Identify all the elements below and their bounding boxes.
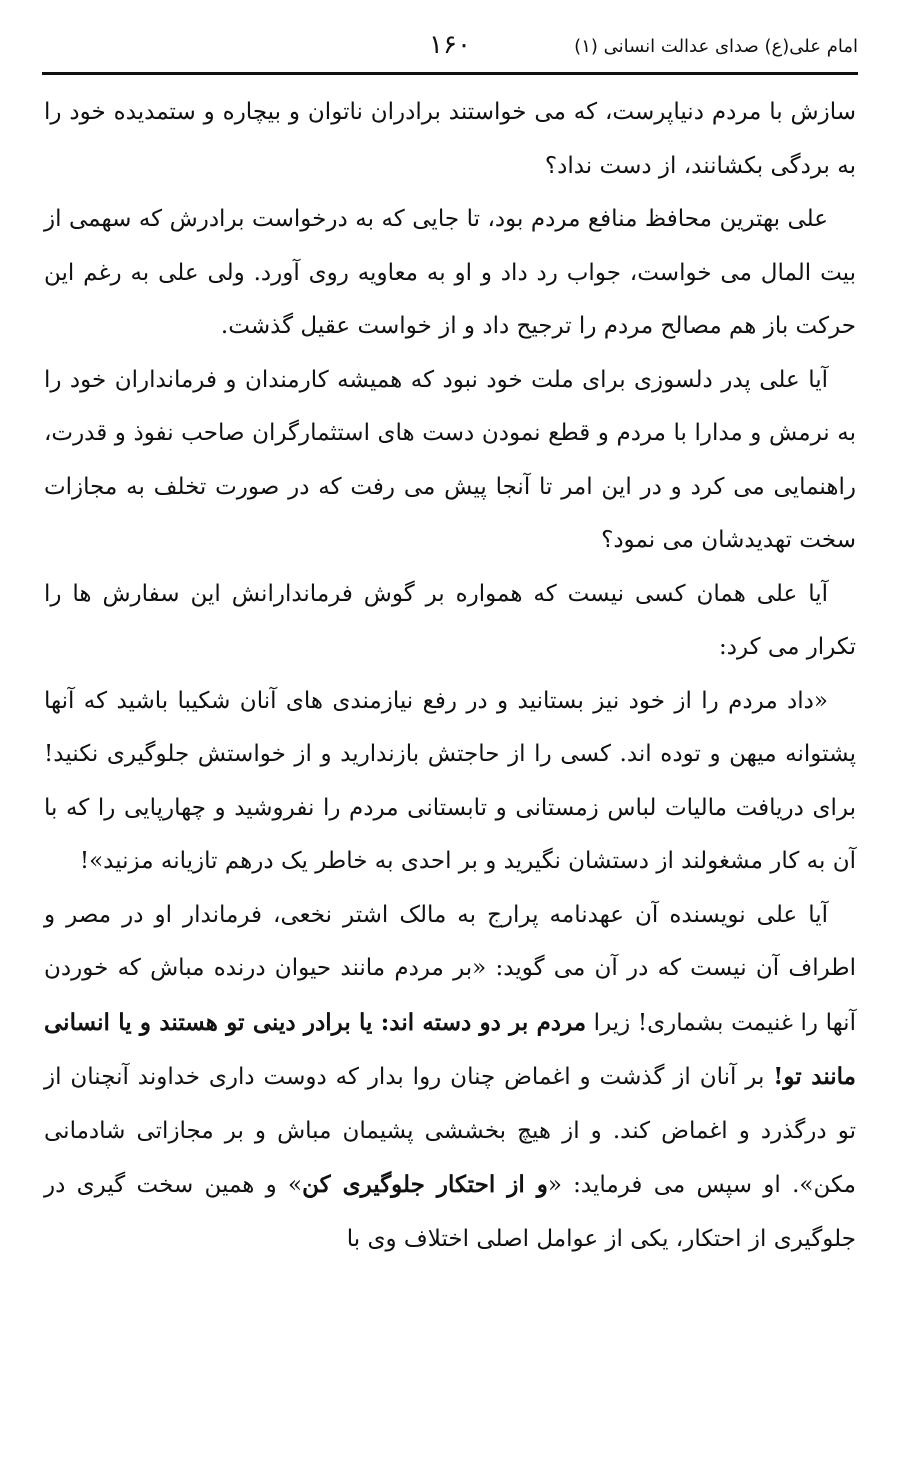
header-divider (42, 72, 858, 75)
page-body (44, 86, 856, 1266)
paragraph-6-text-a: آیا علی نویسنده آن عهدنامه پرارج به مالک اشتر نخعی، فرماندار او در مصر و اطراف آن نیست که در آن می گوید: «بر مردم مانند حیوان درنده مباش که خوردن آنها را غنیمت بشماری! زیرا (44, 901, 856, 1036)
paragraph-6-text-b: بر آنان از گذشت و اغماض چنان روا بدار که دوست داری خداوند آنچنان از تو درگذرد و اغماض کند. و از هیچ بخششی پشیمان مباش و بر مجازاتی شادمانی مکن». او سپس می فرماید: « (44, 1064, 856, 1198)
paragraph-6 (44, 889, 856, 1267)
quote-paragraph: «داد مردم را از خود نیز بستانید و در رفع نیازمندی های آنان شکیبا باشید که آنها پشتوانه میهن و توده اند. کسی را از حاجتش بازندارید و از خواستش جلوگیری نکنید! برای دریافت مالیات لباس زمستانی و تابستانی مردم را نفروشید و چهارپایی را که با آن به کار مشغولند از دستشان نگیرید و بر احدی به خاطر یک درهم تازیانه مزنید»! (44, 687, 856, 874)
paragraph-1: سازش با مردم دنیاپرست، که می خواستند برادران ناتوان و بیچاره و ستمدیده خود را به بردگی بکشانند، از دست نداد؟ (44, 99, 856, 179)
page-number: ۱۶۰ (429, 30, 471, 60)
running-header (42, 28, 858, 70)
paragraph-3: آیا علی پدر دلسوزی برای ملت خود نبود که همیشه کارمندان و فرمانداران خود را به نرمش و مدارا با مردم و قطع نمودن دست های استثمارگران صاحب نفوذ و قدرت، راهنمایی می کرد و در این امر تا آنجا پیش می رفت که در صورت تخلف به مجازات سخت تهدیدشان می نمود؟ (44, 366, 856, 553)
paragraph-6-text-c: » و همین سخت گیری در جلوگیری از احتکار، یکی از عوامل اصلی اختلاف وی با (44, 1172, 856, 1252)
bold-phrase-hoarding: و از احتکار جلوگیری کن (302, 1171, 548, 1198)
paragraph-2: علی بهترین محافظ منافع مردم بود، تا جایی که به درخواست برادرش که سهمی از بیت المال می خواست، جواب رد داد و او به معاویه روی آورد. ولی علی به رغم این حرکت باز هم مصالح مردم را ترجیح داد و از خواست عقیل گذشت. (44, 206, 856, 339)
running-header-title: امام علی(ع) صدای عدالت انسانی (۱) (574, 36, 858, 57)
bold-phrase-brother-in-faith: مردم بر دو دسته اند: یا برادر دینی تو هستند و یا انسانی مانند تو! (44, 1008, 856, 1090)
paragraph-4: آیا علی همان کسی نیست که همواره بر گوش فرماندارانش این سفارش ها را تکرار می کرد: (44, 580, 856, 660)
